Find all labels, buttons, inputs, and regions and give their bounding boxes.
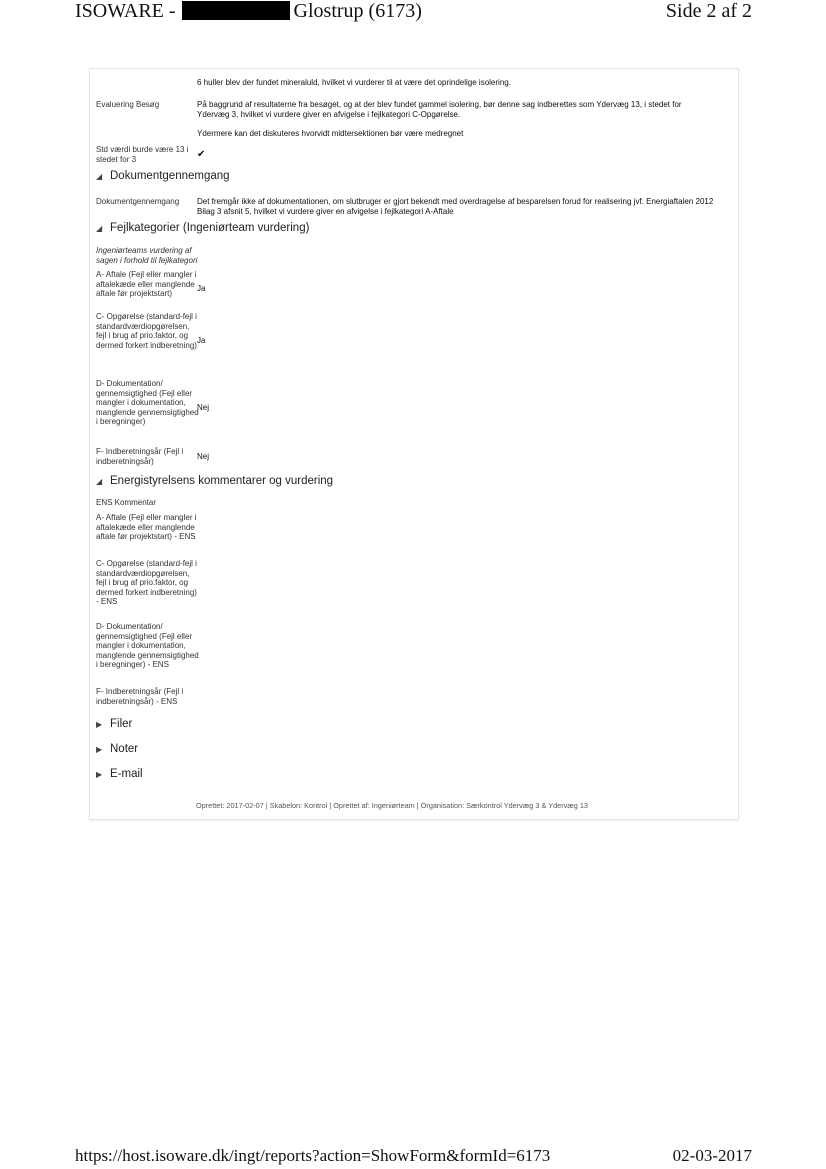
page-url: https://host.isoware.dk/ingt/reports?action=ShowForm&formId=6173 (75, 1146, 551, 1165)
ens-label-a: A- Aftale (Fejl eller mangler i aftalekæde eller manglende aftale før projektstart) - ENS (96, 513, 197, 542)
section-dokumentgennemgang[interactable]: ◢ Dokumentgennemgang (96, 170, 230, 182)
ens-intro: ENS Kommentar (96, 498, 157, 507)
evaluering-text: På baggrund af resultaterne fra besøget, og at der blev fundet gammel isolering, bør denne sag indberettes som Ydervæg 13, i stedet for Ydervæg 3, hvilket vi vurdere giver en afvigelse i fejlkategori C-Opgørelse. (197, 100, 682, 119)
fejl-label-c: C- Opgørelse (standard-fejl i standardværdiopgørelsen, fejl i brug af prio.faktor, og dermed forkert indberetning) (96, 312, 197, 350)
expand-triangle-icon: ▶ (96, 745, 103, 754)
section-energistyrelsen[interactable]: ◢ Energistyrelsens kommentarer og vurdering (96, 475, 334, 487)
fejl-label-d: D- Dokumentation/ gennemsigtighed (Fejl eller mangler i dokumentation, manglende gennemsigtighed i beregninger) (96, 379, 199, 427)
dokument-label: Dokumentgennemgang (96, 197, 180, 206)
dokument-text: Det fremgår ikke af dokumentationen, om slutbruger er gjort bekendt med overdragelse af besparelsen forud for realisering jvf. Energiaftalen 2012 Bilag 3 afsnit 5, hvilket vi vurdere giver en afvigelse i fejlkategori A-Aftale (197, 197, 714, 216)
checkmark-icon: ✔ (197, 149, 206, 160)
collapse-triangle-icon: ◢ (96, 224, 103, 233)
form-footer-meta: Oprettet: 2017-02-07 | Skabelon: Kontrol | Oprettet af: Ingeniørteam | Organisation: Særkontrol Ydervæg 3 & Ydervæg 13 (196, 801, 588, 810)
fejl-value-d: Nej (197, 403, 210, 412)
collapse-triangle-icon: ◢ (96, 477, 103, 486)
evaluering-text-2: Ydermere kan det diskuteres hvorvidt midtersektionen bør være medregnet (197, 129, 464, 138)
expand-triangle-icon: ▶ (96, 720, 103, 729)
redaction-bar (182, 1, 290, 20)
fejl-value-f: Nej (197, 452, 210, 461)
ens-label-c: C- Opgørelse (standard-fejl i standardværdiopgørelsen, fejl i brug af prio.faktor, og dermed forkert indberetning) - ENS (96, 559, 197, 607)
print-header (75, 0, 422, 23)
section-email[interactable]: ▶ E-mail (96, 768, 143, 780)
collapse-triangle-icon: ◢ (96, 172, 103, 181)
section-fejlkategorier[interactable]: ◢ Fejlkategorier (Ingeniørteam vurdering) (96, 222, 310, 234)
location-title: Glostrup (6173) (293, 0, 422, 22)
print-date: 02-03-2017 (672, 1146, 752, 1165)
std-vaerdi-label: Std værdi burde være 13 i stedet for 3 (96, 145, 189, 164)
fejl-label-a: A- Aftale (Fejl eller mangler i aftalekæde eller manglende aftale før projektstart) (96, 270, 197, 299)
expand-triangle-icon: ▶ (96, 770, 103, 779)
fejl-value-a: Ja (197, 284, 206, 293)
fejl-value-c: Ja (197, 336, 206, 345)
ens-label-f: F- Indberetningsår (Fejl i indberetningsår) - ENS (96, 687, 184, 706)
fejl-intro: Ingeniørteams vurdering af sagen i forhold til fejlkategori (96, 246, 198, 265)
form-panel (89, 68, 739, 820)
page-number: Side 2 af 2 (665, 0, 752, 22)
evaluering-label: Evaluering Besøg (96, 100, 160, 109)
fejl-label-f: F- Indberetningsår (Fejl i indberetningsår) (96, 447, 184, 466)
ens-label-d: D- Dokumentation/ gennemsigtighed (Fejl eller mangler i dokumentation, manglende gennemsigtighed i beregninger) - ENS (96, 622, 199, 670)
top-continuation-text: 6 huller blev der fundet mineraluld, hvilket vi vurderer til at være det oprindelige isolering. (197, 78, 511, 87)
section-filer[interactable]: ▶ Filer (96, 718, 133, 730)
section-noter[interactable]: ▶ Noter (96, 743, 139, 755)
app-title: ISOWARE - (75, 0, 176, 22)
